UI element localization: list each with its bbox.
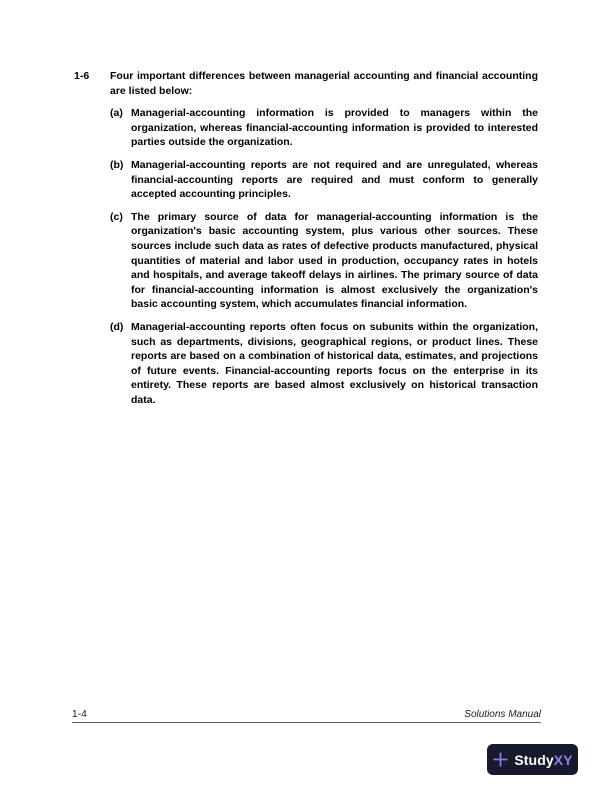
problem-number: 1-6: [74, 70, 90, 82]
list-item-text: The primary source of data for managerial-accounting information is the organization's basic accounting system, plus various other sources. These sources include such data as rates of defective products manufactured, physical quantities of material and labor used in production, occupancy rates in hotels and hospitals, and average takeoff delays in airlines. The primary source of data for financial-accounting information is almost exclusively the organization's basic accounting system, which accumulates financial information.: [131, 210, 538, 311]
plus-icon: [492, 751, 509, 768]
list-item-text: Managerial-accounting reports often focus on subunits within the organization, such as departments, divisions, geographical regions, or product lines. These reports are based on a combination of historical data, estimates, and projections of future events. Financial-accounting reports focus on the enterprise in its entirety. These reports are based almost exclusively on historical transaction data.: [131, 320, 538, 406]
logo-text-primary: Study: [514, 751, 554, 768]
list-item-label: (d): [110, 320, 124, 333]
list-item-label: (a): [110, 107, 123, 120]
list-item: [110, 158, 538, 202]
page-footer: [72, 706, 541, 723]
studyxy-logo-badge: [487, 744, 578, 775]
logo-wordmark: [514, 752, 572, 768]
problem-intro-paragraph: Four important differences between managerial accounting and financial accounting are listed below:: [110, 70, 538, 97]
list-item: [110, 210, 538, 312]
logo-text-accent: XY: [553, 751, 573, 768]
list-item-text: Managerial-accounting information is provided to managers within the organization, whereas financial-accounting information is provided to interested parties outside the organization.: [131, 107, 538, 149]
list-item: [110, 106, 538, 150]
problem-body: [110, 69, 538, 407]
list-item-text: Managerial-accounting reports are not required and are unregulated, whereas financial-accounting reports are required and must conform to generally accepted accounting principles.: [131, 158, 538, 201]
footer-page-number: 1-4: [72, 709, 88, 720]
problem-1-6: [74, 69, 538, 407]
list-item-label: (c): [110, 210, 123, 223]
list-item-label: (b): [110, 158, 124, 171]
list-item: [110, 320, 538, 408]
footer-book-title: Solutions Manual: [464, 709, 541, 720]
